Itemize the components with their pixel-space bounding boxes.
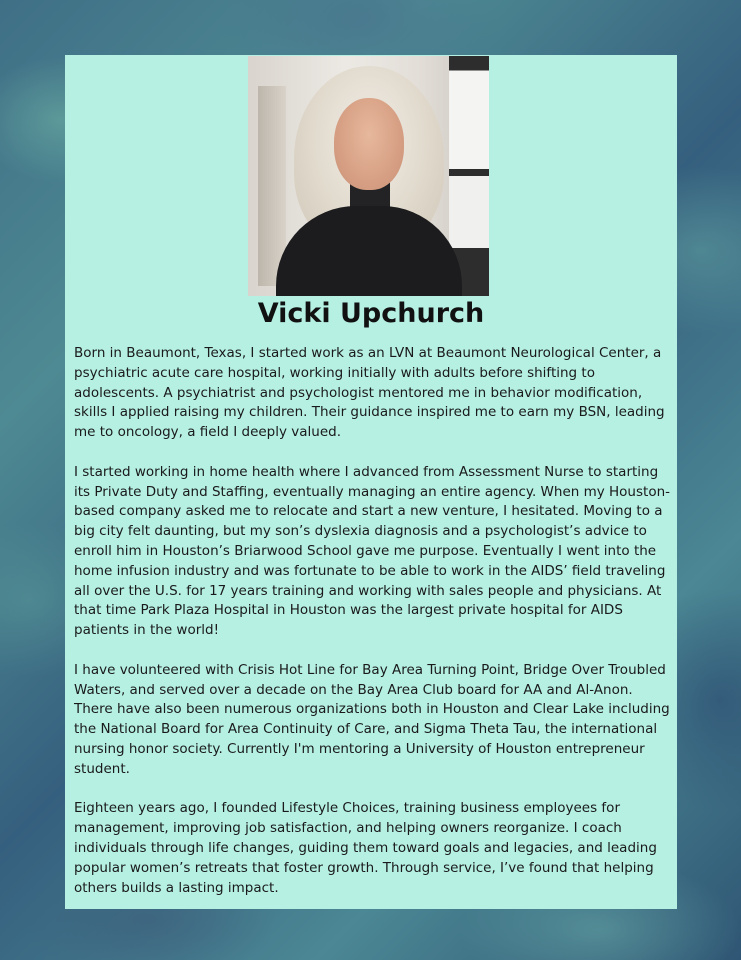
profile-card — [65, 55, 677, 909]
bio-paragraph: Born in Beaumont, Texas, I started work as an LVN at Beaumont Neurological Center, a psychiatric acute care hospital, working initially with adults before shifting to adolescents. A psychiatrist and psychologist mentored me in behavior modification, skills I applied raising my children. Their guidance inspired me to earn my BSN, leading me to oncology, a field I deeply valued. — [74, 345, 665, 441]
bio-text — [74, 344, 672, 918]
bio-paragraph: Eighteen years ago, I founded Lifestyle Choices, training business employees for management, improving job satisfaction, and helping owners reorganize. I coach individuals through life changes, guiding them toward goals and legacies, and leading popular women’s retreats that foster growth. Through service, I’ve found that helping others builds a lasting impact. — [74, 800, 657, 896]
bio-paragraph: I have volunteered with Crisis Hot Line for Bay Area Turning Point, Bridge Over Troubled Waters, and served over a decade on the Bay Area Club board for AA and Al-Anon. There have also been numerous organizations both in Houston and Clear Lake including the National Board for Area Continuity of Care, and Sigma Theta Tau, the international nursing honor society. Currently I'm mentoring a University of Houston entrepreneur student. — [74, 661, 670, 777]
photo-face — [334, 98, 404, 190]
bio-paragraph: I started working in home health where I advanced from Assessment Nurse to starting its Private Duty and Staffing, eventually managing an entire agency. When my Houston-based company asked me to relocate and start a new venture, I hesitated. Moving to a big city felt daunting, but my son’s dyslexia diagnosis and a psychologist’s advice to enroll him in Houston’s Briarwood School gave me purpose. Eventually I went into the home infusion industry and was fortunate to be able to work in the AIDS’ field traveling all over the U.S. for 17 years training and working with sales people and physicians. At that time Park Plaza Hospital in Houston was the largest private hospital for AIDS patients in the world! — [74, 463, 671, 639]
profile-photo — [248, 56, 489, 296]
profile-name: Vicki Upchurch — [257, 298, 485, 329]
photo-sweater — [276, 206, 462, 296]
